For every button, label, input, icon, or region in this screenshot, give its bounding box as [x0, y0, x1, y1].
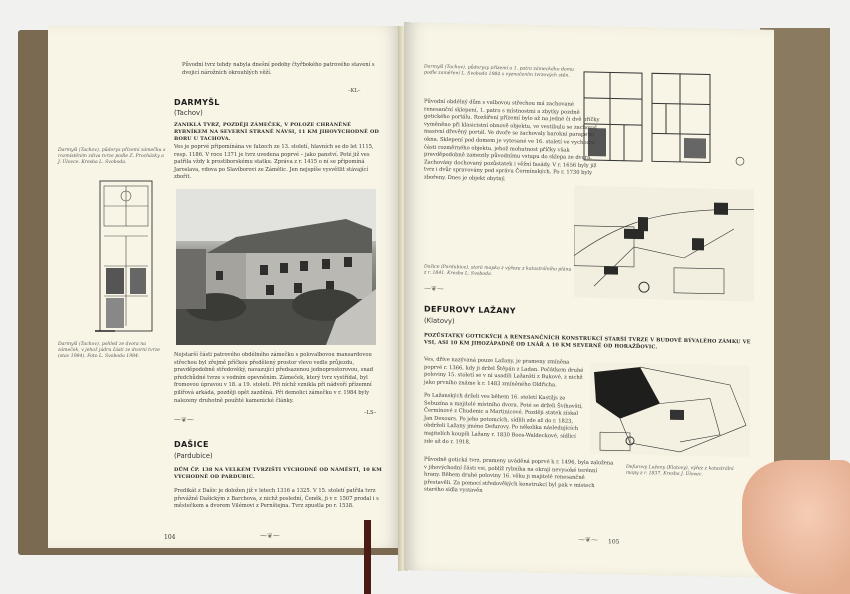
section-title-defurovy: DEFUROVY LAŽANY [424, 304, 516, 316]
section-para-darmysl: Ves je poprvé připomínána ve falzech ze 13. století, hlavních se do let 1115, resp. 1186. V roce 1371 je tvrz uvedena poprvé – jako panství. Poté již ves patřila vždy k prostiborskému statku. Zpráva z r. 1415 o ní se připomíná Jaroslava, vdova po Slavíborovi ze Zámělic. Jen nejspíše vysvětlit stávající zbořit. [174, 144, 374, 181]
section-region-defurovy: (Klatovy) [424, 316, 455, 326]
bookmark-ribbon [364, 520, 371, 594]
page-number-left: 104 [164, 534, 176, 541]
ornament-divider-right: ⁓❦⁓ [424, 284, 444, 293]
page-number-right: 105 [608, 538, 620, 546]
section-para-dasice: Predikát z Dašic je doložen již v letech 1316 a 1325. V 15. století patřila tvrz převážně Dašickým z Barchova, z nichž poslední, Čeněk, ji v r. 1507 prodal i s městečkem a dvorem Vilémovi z Pernštejna. Tvrz zpustla po r. 1538. [174, 488, 379, 510]
section-para1-defurovy: Ves, dříve nazývaná pouze Lažany, je prameny zmíněna poprvé r. 1366, kdy ji držel Štěpán z Ladan. Počátkem druhé poloviny 15. století se v ní usadili Lažanští z Bukové, z nichž jako prvního známe k r. 1483 zmíněného Oldřicha. [424, 356, 584, 389]
ornament-divider: ⁓❦⁓ [174, 416, 194, 424]
section-region-dasice: (Pardubice) [174, 452, 213, 460]
section-para2-defurovy: Po Lažanských drželi ves během 16. století Kastiljs ze Sebuzína a majitelé místního dvora. Poté se drželi Švihovští, Čermínové z Chudenic a Martinicové. Později statek získal Jan Dexours. Po jeho potomcích, sídlili zde až do r. 1823, obdrželi Lažany jméno Defurovy. Po několika následujících majitelích koupili Lažany r. 1830 Boos-Waldeckové, sídlící zde až do r. 1918. [424, 392, 583, 446]
caption-plans-top: Darmyšl (Tachov), půdorysy přízemí a 1. patra zámeckého domu podle zaměření L. Svoboda 1984 s vyznačením tvrzových stěn. [424, 64, 575, 79]
section-lead-dasice: DŮM ČP. 138 NA VELKÉM TVRZIŠTI VÝCHODNĚ OD NÁMĚSTÍ, 10 KM VÝCHODNĚ OD PARDUBIC. [174, 467, 382, 481]
top-text: Původní tvrz tehdy nabyla dnešní podoby čtyřbokého patrového stavení s dvojicí nárožních okrouhlých věží. [182, 62, 375, 76]
section-lead-darmysl: ZANIKLÁ TVRZ, POZDĚJI ZÁMEČEK, V POLOZE CHRÁNĚNÉ RYBNÍKEM NA SEVERNÍ STRANĚ NÁVSI, 11 KM JIHOVÝCHODNĚ OD BORU U TACHOVA. [174, 122, 379, 143]
caption-map-top: Dašice (Pardubice), stará mapka z výřezu z katastrálního plánu z r. 1841. Kresba L. Svoboda. [424, 264, 572, 278]
section-title-darmysl: DARMYŠL [174, 98, 220, 107]
floor-plans-drawing [580, 68, 750, 172]
top-signature: –KL– [348, 88, 361, 94]
section-para3-defurovy: Původně gotická tvrz, prameny uváděná poprvé k r. 1496, byla založena v jihovýchodní části vsi, poblíž rybníka na okraji nevysoké terénní hrany. Během druhé poloviny 16. věku ji majitelé renesančně přestavěli. Za pomocí středověkých konstrukcí byl pak v místech starého sídla vystavěn [424, 456, 614, 495]
right-para1: Původní obdélný dům s valbovou střechou má zachované renesanční sklepení, 1. patro s místnostmi a zbytky pozdně gotického portálu. Rozšíření přízemí bylo až na jedné či dvě příčky vyměněno při klasicistní obnově objektu, ve vestibulu se zachoval masivní dřevěný portál. Ve dvoře se zachovaly barokní parapetní okna. Sklepení pod domem je vytesané ve 16. století ve vychodní části rozměrného objektu, jehož mohutnost příčky však pravděpodobně zamezily původnímu vstupu do sklepa ze dvora. Zachovány dochovaný pozůstatek i věžní fasády. V r. 1656 byly již tvrz i dvůr spravovány pod správu Čermínských. Po r. 1730 byly zbořeny. Dnes je objekt obytný. [424, 98, 600, 183]
hand-holding-book [742, 460, 850, 594]
castle-photo [176, 189, 376, 345]
cadastral-map-top [574, 186, 754, 302]
cadastral-map-bottom [590, 362, 750, 457]
section-para2-darmysl: Nejstarší části patrového obdélného zámečku s polovalbovou mansardovou střechou byl zřejmě příčkou předělený prostor vlevo vedle průjezdu, pravděpodobně středověký, navazující předsazenou jednoprostorovou, snad předchůdné tvrze s vodním opevněním. Zámeček, který tvrz vystřídal, byl fromovou úpravou v 18. a 19. století. Při níchž vznikla při nádvoří přízemní pilířová arkáda, později opět zazděná. Při demolici zámečku v r. 1984 byly nalezeny druhotně použité kamenické články. [174, 352, 374, 404]
section-lead-defurovy: POZŮSTATKY GOTICKÝCH A RENESANČNÍCH KONSTRUKCÍ STARŠÍ TVRZE V BUDOVĚ BÝVALÉHO ZÁMKU VE VSI, ASI 10 KM JIHOZÁPADNĚ OD LNÁŘ A 10 KM SEVERNĚ OD HORAŽĎOVIC. [424, 332, 751, 351]
right-page [404, 22, 774, 578]
floor-plan-drawing [90, 176, 162, 336]
footer-ornament-left: ⁓❦⁓ [260, 532, 280, 540]
caption-photo-left: Darmyšl (Tachov), pohled ze dvora na zámeček, v jehož jádru části ze dvorní tvrze (stav 1984). Foto L. Svoboda 1984. [58, 342, 160, 360]
caption-plan-left: Darmyšl (Tachov), půdorys přízemí zámečku s rozmístěním zdiva tvrze podle Z. Procházky a J. Úlovce. Kresba L. Svoboda. [58, 148, 166, 166]
section-region-darmysl: (Tachov) [174, 109, 203, 117]
section-signature-darmysl: –LS– [364, 410, 377, 416]
left-page [48, 26, 402, 548]
footer-ornament-right: ⁓❦⁓ [578, 535, 598, 545]
section-title-dasice: DAŠICE [174, 440, 209, 449]
caption-map-bottom: Defurovy Lažany (Klatovy), výřez z katastrální mapy z r. 1837. Kresba J. Úlovec. [626, 464, 734, 478]
